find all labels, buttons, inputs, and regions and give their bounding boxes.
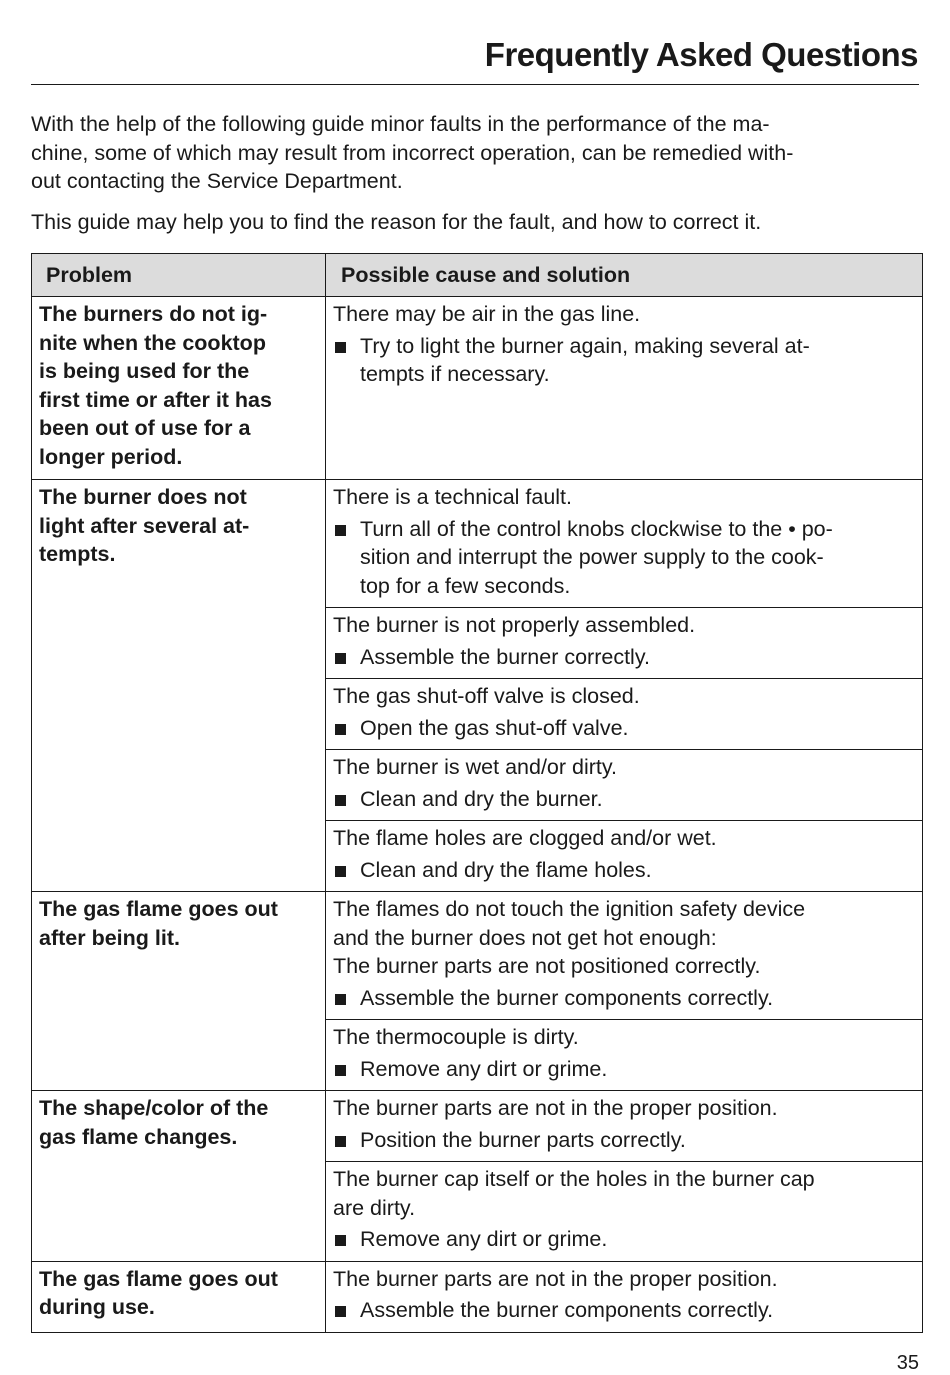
solution-text: tempts if necessary. — [360, 362, 550, 386]
cause-cell — [326, 679, 923, 750]
solution-item — [333, 332, 912, 389]
problem-text: is being used for the — [39, 359, 250, 383]
problem-text: The gas flame goes out — [39, 1266, 278, 1291]
solution-text: sition and interrupt the power supply to the cook- — [360, 545, 824, 569]
problem-cell — [32, 1091, 326, 1262]
square-bullet-icon — [335, 866, 346, 877]
intro-line: With the help of the following guide minor faults in the performance of the ma- — [31, 112, 770, 136]
problem-text: longer period. — [39, 444, 183, 469]
square-bullet-icon — [335, 1136, 346, 1147]
cause-text: There may be air in the gas line. — [333, 302, 641, 326]
faq-table-body — [32, 297, 923, 1333]
cause-column-header: Possible cause and solution — [326, 254, 923, 297]
problem-text: The shape/color of the — [39, 1096, 269, 1120]
problem-text: during use. — [39, 1295, 155, 1319]
square-bullet-icon — [335, 525, 346, 536]
intro-line: chine, some of which may result from incorrect operation, can be remedied with- — [31, 140, 794, 165]
cause-cell — [326, 1261, 923, 1332]
square-bullet-icon — [335, 795, 346, 806]
square-bullet-icon — [335, 1306, 346, 1317]
intro-paragraph-1 — [31, 110, 911, 196]
square-bullet-icon — [335, 1235, 346, 1246]
solution-text: Clean and dry the flame holes. — [360, 857, 652, 882]
cause-text: The burner parts are not in the proper position. — [333, 1096, 778, 1120]
problem-cell — [32, 480, 326, 892]
problem-text: nite when the cooktop — [39, 330, 266, 355]
problem-cell — [32, 297, 326, 480]
cause-cell — [326, 608, 923, 679]
problem-cell — [32, 892, 326, 1091]
cause-text: The thermocouple is dirty. — [333, 1025, 579, 1049]
problem-text: The gas flame goes out — [39, 897, 278, 921]
square-bullet-icon — [335, 342, 346, 353]
solution-item — [333, 856, 912, 885]
solution-item — [333, 1126, 912, 1155]
cause-text: The gas shut-off valve is closed. — [333, 684, 640, 708]
solution-text: Assemble the burner components correctly. — [360, 1298, 774, 1322]
cause-cell — [326, 821, 923, 892]
square-bullet-icon — [335, 994, 346, 1005]
problem-column-header: Problem — [32, 254, 326, 297]
cause-cell — [326, 297, 923, 480]
square-bullet-icon — [335, 724, 346, 735]
cause-cell — [326, 1091, 923, 1162]
intro-paragraph-2: This guide may help you to find the reason for the fault, and how to correct it. — [31, 210, 762, 234]
faq-table — [31, 253, 923, 1333]
solution-text: Remove any dirt or grime. — [360, 1227, 608, 1251]
cause-text: The burner is not properly assembled. — [333, 613, 696, 637]
table-header-row — [32, 254, 923, 297]
cause-text: The flame holes are clogged and/or wet. — [333, 826, 717, 850]
problem-text: first time or after it has — [39, 387, 272, 412]
page-number: 35 — [896, 1352, 919, 1374]
cause-text: There is a technical fault. — [333, 485, 573, 509]
cause-text: The burner cap itself or the holes in the burner cap — [333, 1167, 815, 1191]
solution-item — [333, 984, 912, 1013]
page-title: Frequently Asked Questions — [484, 36, 918, 73]
problem-text: tempts. — [39, 542, 116, 566]
table-row — [32, 297, 923, 480]
solution-text: Try to light the burner again, making several at- — [360, 333, 810, 358]
problem-text: The burner does not — [39, 485, 247, 509]
solution-text: top for a few seconds. — [360, 573, 571, 598]
solution-text: Remove any dirt or grime. — [360, 1056, 608, 1081]
cause-cell — [326, 750, 923, 821]
problem-text: after being lit. — [39, 925, 180, 950]
solution-item — [333, 643, 912, 672]
square-bullet-icon — [335, 653, 346, 664]
solution-item — [333, 714, 912, 743]
solution-item — [333, 515, 912, 601]
header-divider — [31, 84, 919, 85]
solution-item — [333, 1055, 912, 1084]
solution-text: Position the burner parts correctly. — [360, 1127, 686, 1152]
cause-text: and the burner does not get hot enough: — [333, 925, 717, 950]
intro-line: out contacting the Service Department. — [31, 169, 403, 193]
problem-text: The burners do not ig- — [39, 302, 268, 326]
solution-text: Assemble the burner components correctly. — [360, 985, 774, 1010]
solution-text: Open the gas shut-off valve. — [360, 715, 629, 740]
problem-text: gas flame changes. — [39, 1124, 238, 1149]
table-row — [32, 1261, 923, 1332]
solution-text: Clean and dry the burner. — [360, 786, 603, 811]
cause-cell — [326, 1162, 923, 1262]
square-bullet-icon — [335, 1065, 346, 1076]
cause-cell — [326, 892, 923, 1020]
solution-item — [333, 785, 912, 814]
cause-text: The flames do not touch the ignition safety device — [333, 897, 806, 921]
cause-text: The burner is wet and/or dirty. — [333, 755, 618, 779]
table-row — [32, 480, 923, 608]
cause-text: The burner parts are not in the proper position. — [333, 1266, 778, 1291]
table-row — [32, 892, 923, 1020]
cause-cell — [326, 1020, 923, 1091]
problem-text: been out of use for a — [39, 416, 251, 440]
cause-cell — [326, 480, 923, 608]
solution-text: Turn all of the control knobs clockwise to the • po- — [360, 516, 833, 541]
problem-text: light after several at- — [39, 513, 250, 538]
solution-item — [333, 1225, 912, 1254]
table-row — [32, 1091, 923, 1162]
problem-cell — [32, 1261, 326, 1332]
cause-text: The burner parts are not positioned correctly. — [333, 954, 761, 978]
solution-item — [333, 1296, 912, 1325]
cause-text: are dirty. — [333, 1195, 416, 1220]
solution-text: Assemble the burner correctly. — [360, 644, 650, 669]
